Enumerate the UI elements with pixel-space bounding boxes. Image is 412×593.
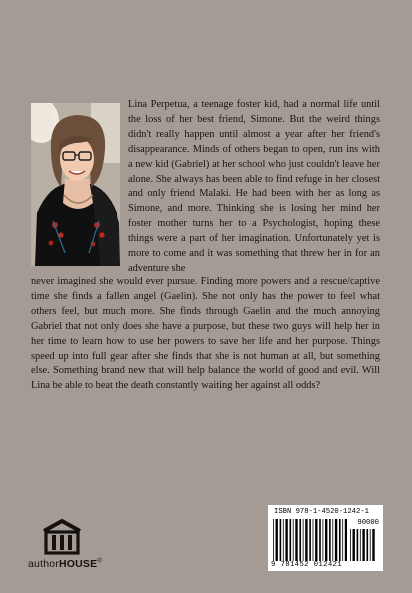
barcode-bar [345,519,347,561]
barcode-bar [329,519,331,561]
publisher-name-bold: HOUSE [58,558,98,570]
blurb-full-width-section [31,275,380,394]
barcode-bar [285,519,287,561]
barcode-digits: 9 781452 012421 [271,561,343,569]
barcode-bar [362,529,364,561]
barcode-bar [367,529,369,561]
barcode-bar [339,519,341,561]
barcode-bar [357,529,359,561]
barcode-bar [323,519,324,561]
barcode-bars [273,519,347,561]
isbn-barcode [268,505,383,571]
addon-barcode-bars [350,529,378,561]
blurb-paragraph-1: Lina Perpetua, a teenage foster kid, had a normal life until the loss of her best friend, Simone. But the weird things didn't really happen until almost a year after her friend's disappearance. Minds of others began to open, run ins with a new kid (Gabriel) at her school who just couldn't leave her alone. She always has been able to find refuge in her closest and only friend Malaki. He had been with her as long as Simone, and more. Thinking she is losing her mind her foster mother turns her to a Psychologist, hoping these things were a part of her imagination. Unfortunately yet is more to come and it was something that threw her in for an adventure she [128,99,380,274]
barcode-bar [309,519,311,561]
barcode-bar [280,519,282,561]
publisher-name [28,558,102,570]
barcode-bar [370,529,371,561]
barcode-bar [273,519,274,561]
house-icon [26,517,122,557]
barcode-bar [319,519,321,561]
barcode-bar [325,519,327,561]
isbn-label: ISBN 978-1-4520-1242-1 [274,508,369,516]
barcode-bar [313,519,314,561]
barcode-bar [295,519,297,561]
barcode-bar [315,519,317,561]
publisher-name-light: author [28,558,59,570]
barcode-bar [283,519,284,561]
barcode-bar [299,519,301,561]
barcode-bar [305,519,307,561]
blurb-wrap-section [128,98,380,277]
blurb-paragraph-2: never imagined she would ever pursue. Finding more powers and a rescue/captive time she finds a fallen angel (Gaelin). She not only has the power to feel what others feel, but much more. She finds through Gaelin and the much annoying Gabriel that not only does she have a purpose, but these two guys will help her in her time to learn how to use her powers to save her life and her purpose. Things speed up into full gear after she finds that she is not human at all, but something else. Something brand new that will help balance the world of good and evil. Will Lina be able to beat the death constantly waiting her against all odds? [31,276,380,392]
price-code: 90000 [357,519,379,527]
barcode-bar [360,529,361,561]
barcode-bar [293,519,294,561]
barcode-bar [290,519,292,561]
barcode-bar [276,519,278,561]
barcode-bar [332,519,333,561]
barcode-bar [335,519,337,561]
barcode-bar [303,519,304,561]
barcode-bar [350,529,351,561]
trademark-symbol: ® [97,558,102,565]
barcode-bar [372,529,374,561]
barcode-bar [353,529,355,561]
barcode-bar [342,519,343,561]
